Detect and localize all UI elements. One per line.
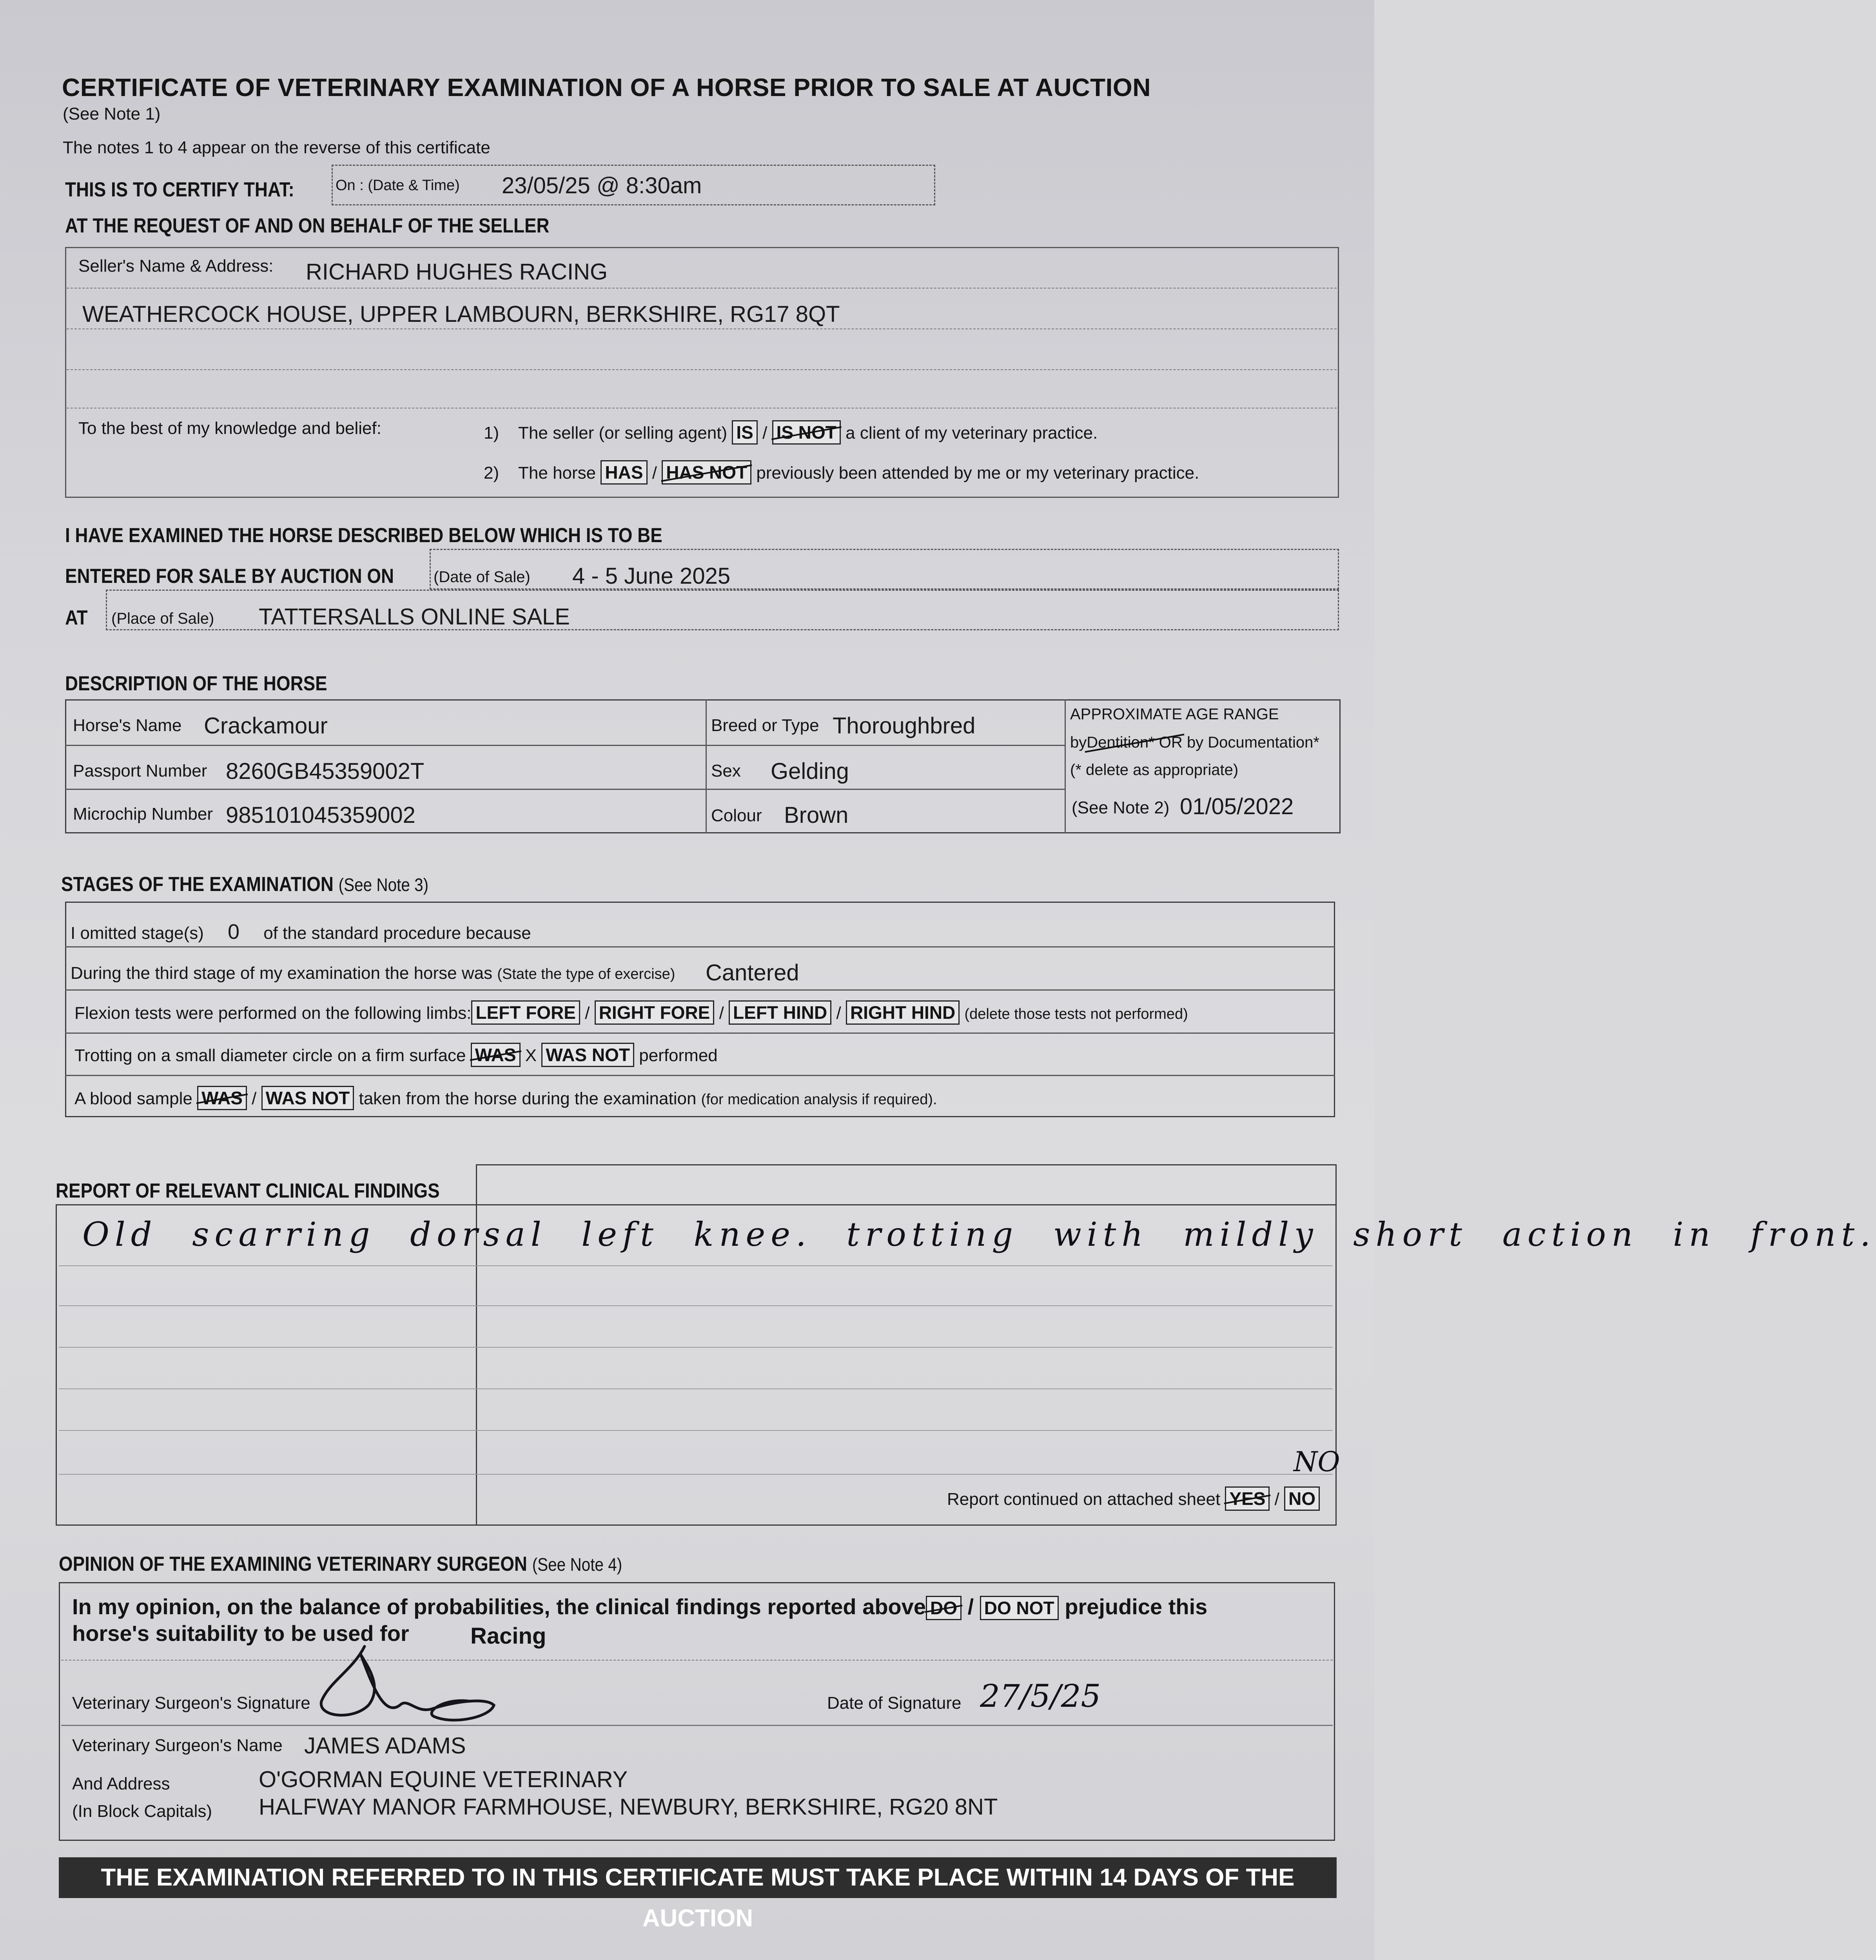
- blood-line: A blood sample WAS / WAS NOT taken from the horse during the examination (for medication analysis if required).: [74, 1086, 937, 1110]
- knowledge-label: To the best of my knowledge and belief:: [78, 419, 381, 438]
- horse-name-label: Horse's Name: [73, 716, 182, 735]
- entered-heading: ENTERED FOR SALE BY AUCTION ON: [65, 565, 394, 588]
- notes-line: The notes 1 to 4 appear on the reverse of this certificate: [63, 138, 490, 157]
- omitted-value[interactable]: 0: [228, 920, 240, 944]
- vet-address-1[interactable]: O'GORMAN EQUINE VETERINARY: [259, 1767, 628, 1792]
- flexion-left-hind[interactable]: LEFT HIND: [729, 1000, 831, 1025]
- seller-address[interactable]: WEATHERCOCK HOUSE, UPPER LAMBOURN, BERKSHIRE, RG17 8QT: [82, 301, 840, 327]
- age-method-line: byDentition* OR by Documentation*: [1070, 734, 1319, 751]
- trot-was-not-option[interactable]: WAS NOT: [541, 1043, 634, 1067]
- seller-label: Seller's Name & Address:: [78, 256, 274, 276]
- sex-label: Sex: [711, 761, 741, 780]
- see-note-1: (See Note 1): [63, 104, 161, 123]
- vet-name-label: Veterinary Surgeon's Name: [72, 1736, 283, 1755]
- is-not-option[interactable]: IS NOT: [772, 420, 841, 445]
- blood-was-not-option[interactable]: WAS NOT: [261, 1086, 354, 1110]
- certificate-title: CERTIFICATE OF VETERINARY EXAMINATION OF A HORSE PRIOR TO SALE AT AUCTION: [62, 73, 1151, 102]
- date-of-sale: 4 - 5 June 2025: [572, 563, 731, 589]
- place-value: TATTERSALLS ONLINE SALE: [259, 604, 570, 630]
- footer-banner: THE EXAMINATION REFERRED TO IN THIS CERTIFICATE MUST TAKE PLACE WITHIN 14 DAYS OF THE AUCTION: [59, 1857, 1337, 1898]
- knowledge-1: 1) The seller (or selling agent) IS / IS NOT a client of my veterinary practice.: [484, 420, 1098, 445]
- on-value: 23/05/25 @ 8:30am: [502, 173, 702, 198]
- age-heading: APPROXIMATE AGE RANGE: [1070, 706, 1279, 723]
- knowledge-2: 2) The horse HAS / HAS NOT previously been attended by me or my veterinary practice.: [484, 460, 1199, 485]
- age-note: (See Note 2): [1072, 798, 1170, 817]
- passport-number[interactable]: 8260GB45359002T: [226, 759, 425, 784]
- breed-label: Breed or Type: [711, 716, 819, 735]
- continued-no-handwritten: NO: [1294, 1446, 1340, 1478]
- signature-label: Veterinary Surgeon's Signature: [72, 1693, 310, 1713]
- address-label-2: (In Block Capitals): [72, 1802, 212, 1821]
- flexion-left-fore[interactable]: LEFT FORE: [471, 1000, 580, 1025]
- report-text[interactable]: Old scarring dorsal left knee. trotting with mildly short action in front.: [82, 1215, 1876, 1254]
- has-option[interactable]: HAS: [601, 460, 647, 485]
- on-label: On : (Date & Time): [336, 177, 460, 194]
- place-label: (Place of Sale): [111, 610, 214, 627]
- address-label-1: And Address: [72, 1774, 170, 1793]
- trotting-line: Trotting on a small diameter circle on a firm surface WAS X WAS NOT performed: [74, 1043, 718, 1067]
- opinion-use[interactable]: Racing: [470, 1623, 546, 1649]
- colour-value[interactable]: Brown: [784, 802, 849, 828]
- horse-name[interactable]: Crackamour: [204, 713, 328, 739]
- flexion-right-hind[interactable]: RIGHT HIND: [846, 1000, 960, 1025]
- opinion-line-2: horse's suitability to be used for: [72, 1621, 409, 1646]
- microchip-number[interactable]: 985101045359002: [226, 802, 415, 828]
- at-label: AT: [65, 606, 88, 629]
- certify-label: THIS IS TO CERTIFY THAT:: [65, 178, 294, 201]
- flexion-right-fore[interactable]: RIGHT FORE: [595, 1000, 715, 1025]
- has-not-option[interactable]: HAS NOT: [662, 460, 751, 485]
- request-heading: AT THE REQUEST OF AND ON BEHALF OF THE SELLER: [65, 214, 550, 237]
- date-sig-label: Date of Signature: [827, 1693, 962, 1713]
- stages-heading: STAGES OF THE EXAMINATION (See Note 3): [61, 873, 429, 896]
- omitted-line: I omitted stage(s) 0 of the standard procedure because: [71, 920, 531, 944]
- passport-label: Passport Number: [73, 761, 207, 780]
- signature-image: [306, 1639, 510, 1729]
- colour-label: Colour: [711, 806, 762, 825]
- is-option[interactable]: IS: [732, 420, 757, 445]
- age-documentation[interactable]: by Documentation*: [1187, 734, 1319, 751]
- report-continued: Report continued on attached sheet YES / NO: [947, 1486, 1320, 1511]
- third-stage-line: During the third stage of my examination the horse was (State the type of exercise): [71, 964, 675, 983]
- opinion-do-option[interactable]: DO: [926, 1596, 962, 1620]
- continued-no[interactable]: NO: [1284, 1486, 1320, 1511]
- microchip-label: Microchip Number: [73, 804, 213, 824]
- flexion-line: Flexion tests were performed on the following limbs: LEFT FORE / RIGHT FORE / LEFT HIND / RIGHT HIND (delete those tests not performed): [74, 1000, 1188, 1025]
- description-heading: DESCRIPTION OF THE HORSE: [65, 672, 327, 695]
- vet-address-2[interactable]: HALFWAY MANOR FARMHOUSE, NEWBURY, BERKSHIRE, RG20 8NT: [259, 1794, 998, 1820]
- age-delete-note: (* delete as appropriate): [1070, 761, 1239, 779]
- continued-yes[interactable]: YES: [1225, 1486, 1270, 1511]
- breed-value[interactable]: Thoroughbred: [833, 713, 976, 739]
- blood-was-option[interactable]: WAS: [197, 1086, 247, 1110]
- opinion-line-1: In my opinion, on the balance of probabilities, the clinical findings reported above DO / DO NOT prejudice this: [72, 1594, 1207, 1620]
- opinion-do-not-option[interactable]: DO NOT: [980, 1596, 1059, 1620]
- age-value[interactable]: 01/05/2022: [1180, 794, 1294, 819]
- date-of-sale-label: (Date of Sale): [434, 568, 530, 586]
- date-of-sale-field[interactable]: [430, 549, 1339, 590]
- opinion-heading: OPINION OF THE EXAMINING VETERINARY SURGEON (See Note 4): [59, 1553, 622, 1575]
- seller-name[interactable]: RICHARD HUGHES RACING: [306, 259, 608, 285]
- trot-was-option[interactable]: WAS: [471, 1043, 521, 1067]
- age-dentition[interactable]: Dentition* OR: [1087, 734, 1183, 751]
- vet-name[interactable]: JAMES ADAMS: [304, 1733, 466, 1759]
- date-sig-value[interactable]: 27/5/25: [980, 1678, 1101, 1714]
- report-heading: REPORT OF RELEVANT CLINICAL FINDINGS: [56, 1180, 440, 1202]
- examined-heading: I HAVE EXAMINED THE HORSE DESCRIBED BELOW WHICH IS TO BE: [65, 524, 662, 547]
- third-stage-value[interactable]: Cantered: [706, 960, 799, 985]
- sex-value[interactable]: Gelding: [771, 759, 849, 784]
